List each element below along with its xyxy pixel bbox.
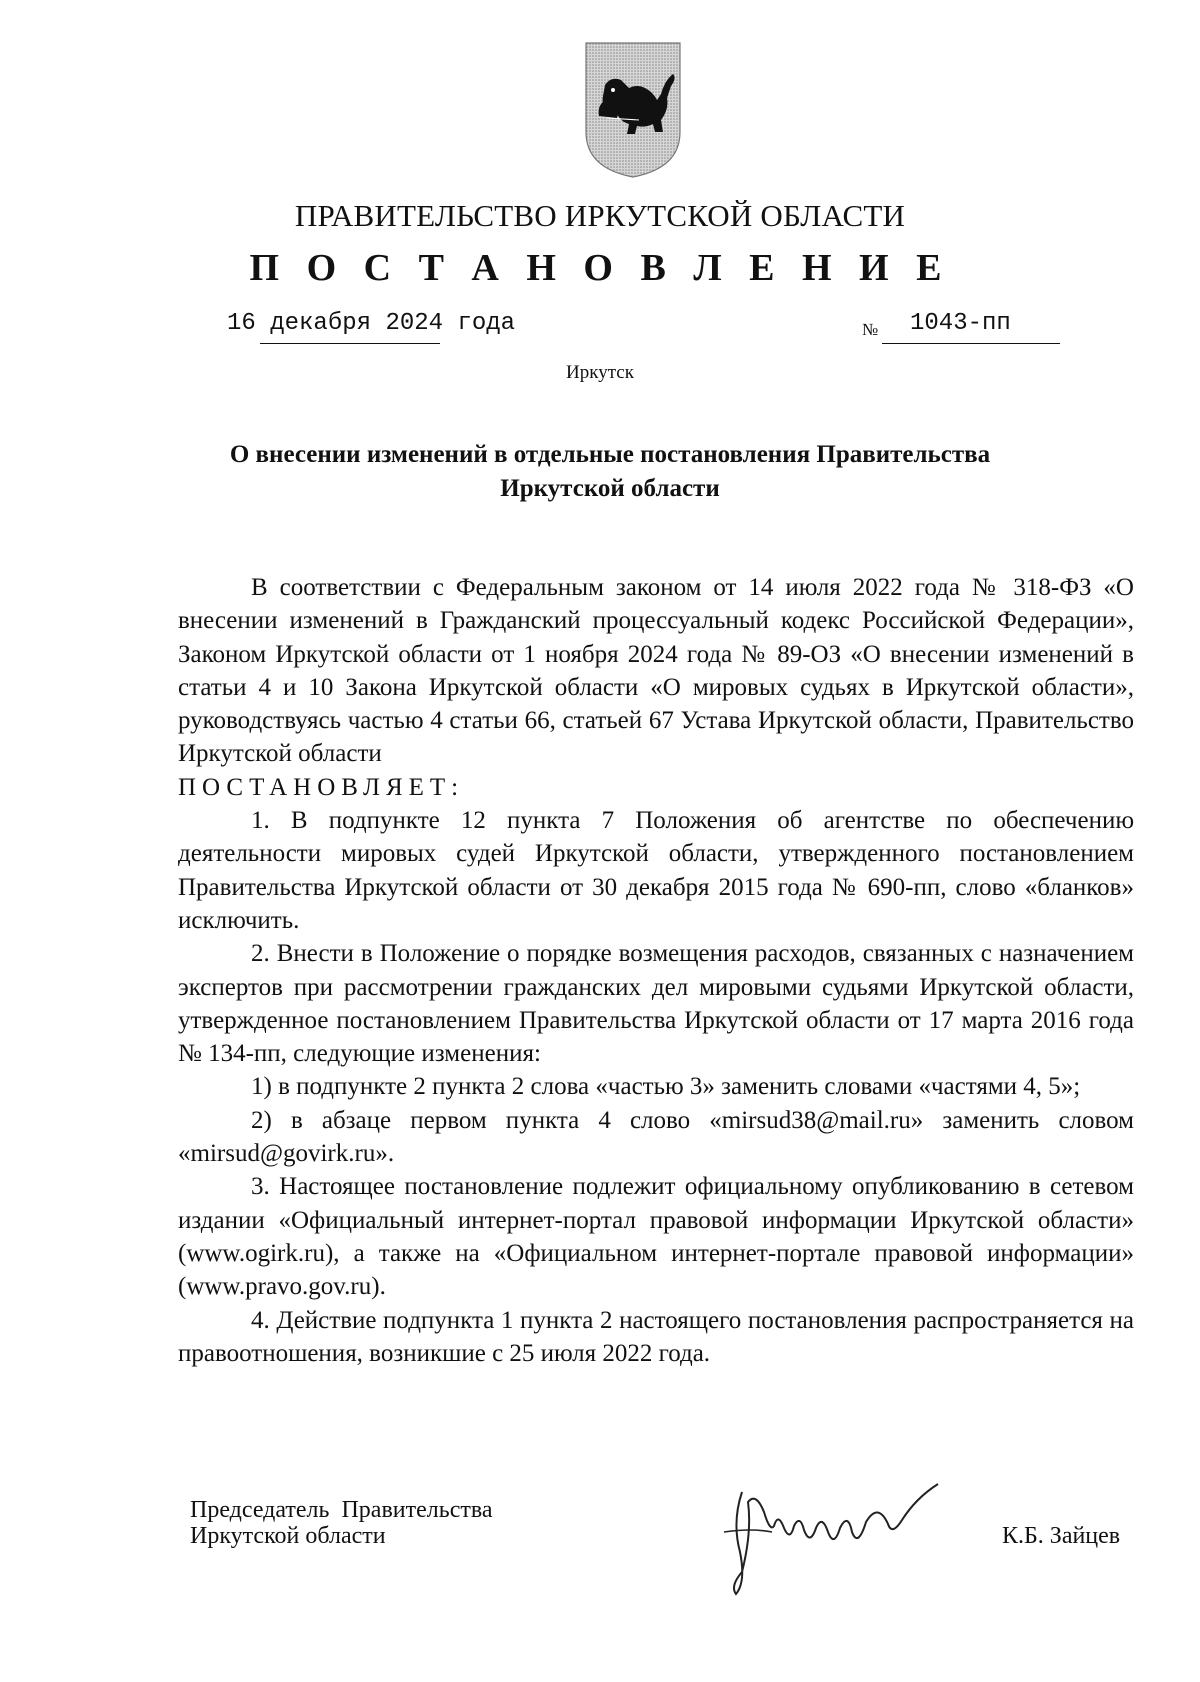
number-underline — [882, 343, 1060, 344]
signer-position-line: Иркутской области — [190, 1523, 386, 1549]
date-suffix: года — [457, 310, 516, 337]
number-sign: № — [862, 320, 879, 339]
body-item: 2) в абзаце первом пункта 4 слово «mirsud38@mail.ru» заменить словом «mirsud@govirk.ru». — [178, 1106, 1134, 1168]
city: Иркутск — [566, 362, 634, 383]
government-name: ПРАВИТЕЛЬСТВО ИРКУТСКОЙ ОБЛАСТИ — [294, 198, 906, 233]
body-item: 1. В подпункте 12 пункта 7 Положения об агентстве по обеспечению деятельности мировых судей Иркутской области, утвержденного постановлением Правительства Иркутской области от 30 декабря 2015 года № 690-пп, слово «бланков» исключить. — [178, 807, 1134, 934]
document-body — [178, 571, 1134, 1370]
coat-of-arms-icon — [583, 40, 683, 180]
body-item: 2. Внести в Положение о порядке возмещения расходов, связанных с назначением экспертов при рассмотрении гражданских дел мировыми судьями Иркутской области, утвержденное постановлением Правительства Иркутской области от 17 марта 2016 года № 134-пп, следующие изменения: — [178, 940, 1134, 1068]
document-date — [227, 310, 515, 337]
document-number: 1043-пп — [910, 310, 1011, 337]
body-item: 3. Настоящее постановление подлежит официальному опубликованию в сетевом издании «Официальный интернет-портал правовой информации Иркутской области» (www.ogirk.ru), а также на «Официальном интернет-портале правовой информации» (www.pravo.gov.ru). — [178, 1173, 1134, 1301]
body-item: 4. Действие подпункта 1 пункта 2 настоящего постановления распространяется на правоотношения, возникшие с 25 июля 2022 года. — [178, 1306, 1134, 1367]
date-underline — [260, 343, 440, 344]
decree-word: ПОСТАНОВЛЯЕТ: — [178, 773, 465, 801]
date-month-year: декабря 2024 — [270, 310, 444, 337]
body-item: 1) в подпункте 2 пункта 2 слова «частью 3» заменить словами «частями 4, 5»; — [251, 1073, 1081, 1101]
handwritten-signature — [712, 1462, 952, 1602]
signer-position-line: Председатель Правительства — [190, 1497, 493, 1523]
document-title: О внесении изменений в отдельные постановления Правительства Иркутской области — [229, 441, 991, 502]
signer-name: К.Б. Зайцев — [1002, 1523, 1121, 1549]
preamble: В соответствии с Федеральным законом от 14 июля 2022 года № 318-ФЗ «О внесении изменений в Гражданский процессуальный кодекс Российской Федерации», Законом Иркутской области от 1 ноября 2024 года № 89-ОЗ «О внесении изменений в статьи 4 и 10 Закона Иркутской области «О мировых судьях в Иркутской области», руководствуясь частью 4 статьи 66, статьей 67 Устава Иркутской области, Правительство Иркутской области — [178, 574, 1134, 768]
signer-position — [190, 1497, 493, 1549]
document-type: П О С Т А Н О В Л Е Н И Е — [249, 247, 951, 289]
date-day: 16 — [227, 310, 256, 337]
